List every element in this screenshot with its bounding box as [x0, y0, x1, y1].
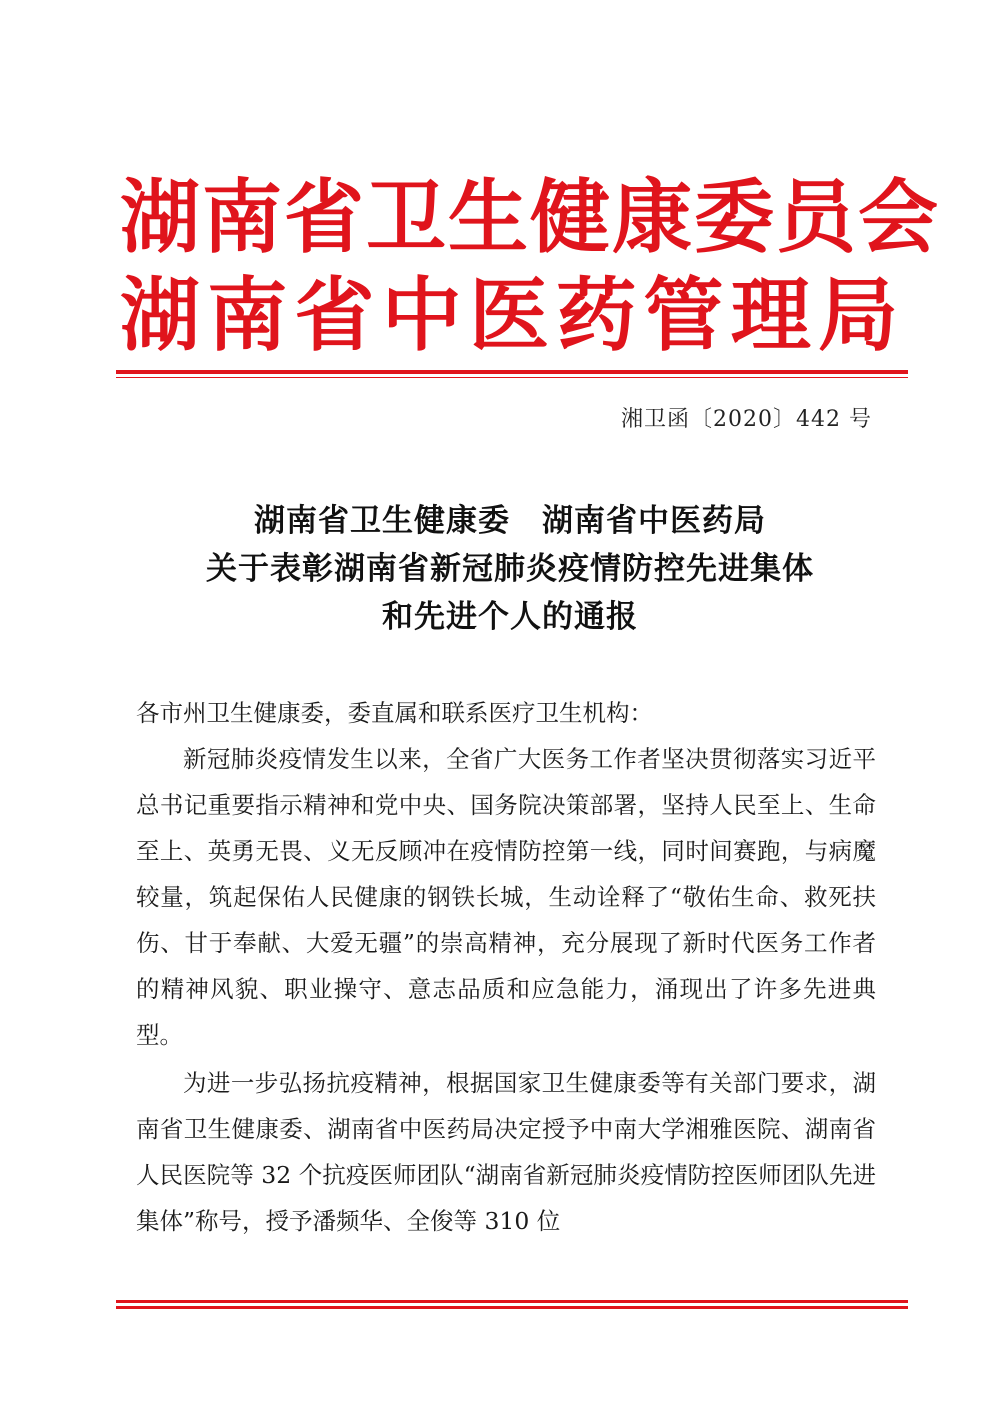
document-body — [136, 690, 876, 1246]
paragraph-1: 新冠肺炎疫情发生以来，全省广大医务工作者坚决贯彻落实习近平总书记重要指示精神和党中央、国务院决策部署，坚持人民至上、生命至上、英勇无畏、义无反顾冲在疫情防控第一线，同时间赛跑，与病魔较量，筑起保佑人民健康的钢铁长城，生动诠释了“敬佑生命、救死扶伤、甘于奉献、大爱无疆”的崇高精神，充分展现了新时代医务工作者的精神风貌、职业操守、意志品质和应急能力，涌现出了许多先进典型。 — [136, 745, 876, 1049]
issuing-org-line-1: 湖南省卫生健康委员会 — [120, 170, 940, 264]
document-number: 湘卫函〔2020〕442 号 — [621, 407, 872, 432]
header-red-rule-thin — [116, 377, 908, 378]
title-line-2: 关于表彰湖南省新冠肺炎疫情防控先进集体 — [206, 551, 814, 587]
salutation: 各市州卫生健康委，委直属和联系医疗卫生机构： — [136, 699, 653, 727]
title-line-1-org-b: 湖南省中医药局 — [542, 503, 766, 539]
issuing-org-line-2: 湖南省中医药管理局 — [120, 268, 900, 362]
document-title — [120, 497, 900, 641]
paragraph-2: 为进一步弘扬抗疫精神，根据国家卫生健康委等有关部门要求，湖南省卫生健康委、湖南省中医药局决定授予中南大学湘雅医院、湖南省人民医院等 32 个抗疫医师团队“湖南省新冠肺炎疫情防控医师团队先进集体”称号，授予潘频华、全俊等 310 位 — [136, 1069, 876, 1235]
title-line-3: 和先进个人的通报 — [382, 599, 638, 635]
footer-red-rule-2 — [116, 1306, 908, 1309]
footer-red-rule — [116, 1300, 908, 1303]
document-header — [120, 168, 940, 364]
header-red-rule — [116, 370, 908, 374]
title-line-1 — [120, 497, 900, 545]
title-line-1-org-a: 湖南省卫生健康委 — [254, 503, 510, 539]
